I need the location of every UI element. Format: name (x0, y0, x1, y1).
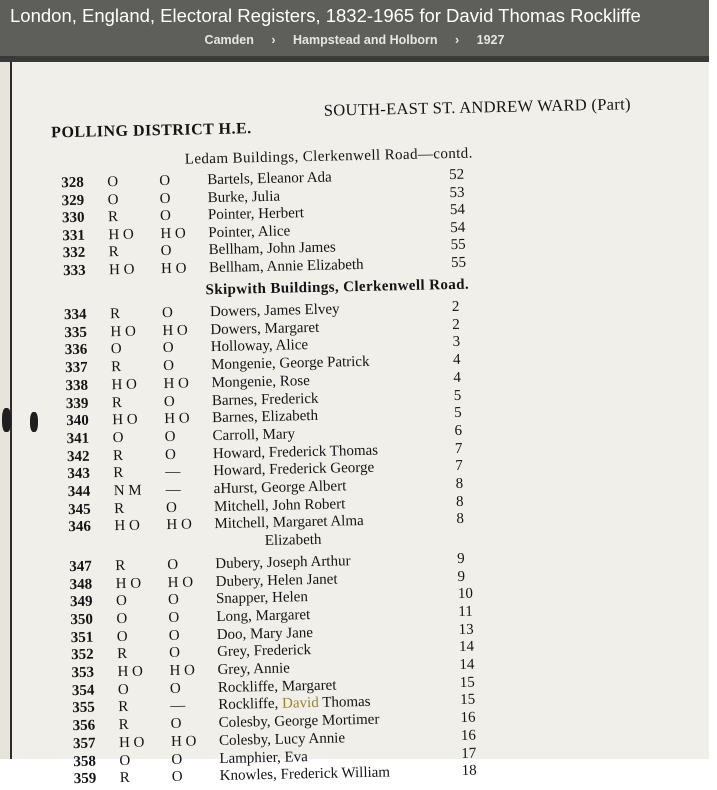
polling-district-heading: POLLING DISTRICT H.E. (51, 120, 252, 142)
chevron-right-icon: › (271, 33, 275, 47)
house-number: 52 (449, 167, 464, 184)
elector-number: 328 (61, 175, 91, 193)
qualification-code: O (159, 191, 170, 208)
elector-name: Mongenie, George Patrick (211, 354, 370, 374)
qualification-code: H O (164, 411, 190, 429)
house-number: 17 (461, 745, 476, 762)
house-number: 6 (454, 423, 462, 440)
house-number: 3 (453, 334, 461, 351)
elector-name: Holloway, Alice (211, 337, 309, 356)
elector-number: 357 (73, 735, 103, 753)
qualification-code: O (118, 682, 129, 699)
house-number: 55 (451, 255, 466, 272)
qualification-code: R (110, 306, 120, 323)
qualification-code: O (169, 627, 180, 644)
qualification-code: R (112, 394, 122, 411)
house-number: 16 (460, 710, 475, 727)
qualification-code: O (119, 752, 130, 769)
elector-number: 349 (70, 594, 100, 612)
qualification-code: H O (161, 261, 187, 279)
elector-name: Barnes, Elizabeth (212, 408, 318, 427)
qualification-code: O (163, 358, 174, 375)
house-number: 18 (462, 763, 477, 780)
qualification-code: H O (119, 734, 145, 752)
breadcrumb-1927[interactable]: 1927 (477, 33, 505, 47)
qualification-code: H O (163, 375, 189, 393)
elector-number: 342 (67, 448, 97, 466)
qualification-code: O (170, 681, 181, 698)
qualification-code: O (169, 645, 180, 662)
elector-number: 352 (71, 647, 101, 665)
search-highlight: David (282, 695, 319, 712)
elector-name: Doo, Mary Jane (217, 625, 314, 644)
house-number: 5 (454, 405, 462, 422)
house-number: 5 (454, 387, 462, 404)
elector-number: 344 (68, 484, 98, 502)
house-number: 4 (453, 370, 461, 387)
qualification-code: R (111, 359, 121, 376)
qualification-code: R (120, 770, 130, 787)
qualification-code: H O (167, 574, 193, 592)
elector-name: Bartels, Eleanor Ada (207, 170, 332, 190)
breadcrumb-hampstead-and-holborn[interactable]: Hampstead and Holborn (293, 33, 437, 47)
qualification-code: H O (166, 517, 192, 535)
qualification-code: O (168, 592, 179, 609)
qualification-code: H O (117, 664, 143, 682)
elector-number: 356 (72, 718, 102, 736)
ward-heading: SOUTH-EAST ST. ANDREW WARD (Part) (324, 94, 631, 120)
qualification-code: O (167, 557, 178, 574)
qualification-code: R (115, 558, 125, 575)
elector-number: 353 (71, 664, 101, 682)
qualification-code: R (117, 646, 127, 663)
qualification-code: H O (160, 225, 186, 243)
elector-number: 351 (71, 629, 101, 647)
house-number: 11 (458, 604, 473, 621)
qualification-code: N M (114, 483, 142, 501)
qualification-code: H O (162, 322, 188, 340)
elector-number: 335 (64, 324, 94, 342)
elector-number: 350 (70, 611, 100, 629)
house-number: 8 (456, 494, 464, 511)
qualification-code: H O (111, 376, 137, 394)
house-number: 13 (459, 621, 474, 638)
qualification-code: R (118, 717, 128, 734)
qualification-code: O (163, 340, 174, 357)
elector-number: 359 (74, 771, 104, 789)
elector-name: Carroll, Mary (212, 426, 295, 445)
elector-name: Mitchell, Margaret Alma (214, 513, 364, 533)
house-number: 15 (460, 692, 475, 709)
qualification-code: O (164, 393, 175, 410)
elector-number: 341 (66, 430, 96, 448)
elector-number: 358 (73, 753, 103, 771)
house-number: 55 (450, 237, 465, 254)
page-title: London, England, Electoral Registers, 1832-1965 for David Thomas Rockliffe (10, 5, 641, 27)
elector-number: 355 (72, 700, 102, 718)
elector-name: Mitchell, John Robert (214, 496, 346, 516)
elector-name: Howard, Frederick George (213, 460, 374, 480)
house-number: 8 (455, 476, 463, 493)
qualification-code: O (111, 341, 122, 358)
house-number: 10 (458, 586, 473, 603)
elector-number: 339 (66, 395, 96, 413)
elector-name: Dubery, Joseph Arthur (215, 553, 351, 573)
qualification-code: — (166, 482, 181, 499)
elector-number: 346 (68, 519, 98, 537)
qualification-code: O (159, 173, 170, 190)
elector-name: Dowers, James Elvey (210, 301, 340, 321)
elector-name: Lamphier, Eva (219, 749, 308, 768)
qualification-code: R (109, 244, 119, 261)
qualification-code: — (170, 698, 185, 715)
elector-name: Rockliffe, Margaret (218, 677, 337, 696)
house-number: 7 (455, 440, 463, 457)
elector-name: Grey, Annie (217, 661, 290, 680)
elector-name: Bellham, John James (209, 240, 336, 260)
elector-name-part: Rockliffe, (218, 696, 282, 713)
elector-name: aHurst, George Albert (214, 478, 347, 498)
elector-name-continuation: Elizabeth (265, 532, 322, 550)
qualification-code: O (117, 629, 128, 646)
qualification-code: O (112, 430, 123, 447)
elector-number: 329 (61, 192, 91, 210)
house-number: 9 (457, 551, 465, 568)
breadcrumb-camden[interactable]: Camden (205, 33, 254, 47)
house-number: 53 (449, 184, 464, 201)
elector-name (218, 694, 371, 714)
elector-number: 331 (62, 227, 92, 245)
house-number: 16 (461, 727, 476, 744)
qualification-code: O (164, 429, 175, 446)
elector-name: Long, Margaret (216, 607, 310, 626)
section-heading: Skipwith Buildings, Clerkenwell Road. (205, 277, 469, 300)
house-number: 7 (455, 458, 463, 475)
qualification-code: R (113, 465, 123, 482)
house-number: 54 (450, 220, 465, 237)
elector-number: 354 (72, 682, 102, 700)
header-bar (0, 0, 709, 56)
qualification-code: H O (108, 226, 134, 244)
qualification-code: H O (112, 412, 138, 430)
elector-number: 336 (65, 342, 95, 360)
elector-name: Snapper, Helen (216, 589, 308, 608)
chevron-right-icon: › (455, 33, 459, 47)
elector-name: Howard, Frederick Thomas (213, 442, 378, 462)
qualification-code: O (116, 593, 127, 610)
qualification-code: H O (115, 575, 141, 593)
qualification-code: O (107, 192, 118, 209)
elector-name: Barnes, Frederick (212, 390, 319, 409)
elector-name: Colesby, Lucy Annie (219, 730, 345, 750)
qualification-code: O (161, 243, 172, 260)
breadcrumb (0, 33, 709, 47)
elector-number: 348 (70, 576, 100, 594)
elector-number: 347 (69, 558, 99, 576)
qualification-code: O (172, 769, 183, 786)
register-page (0, 49, 716, 767)
elector-name: Dubery, Helen Janet (215, 571, 337, 591)
qualification-code: R (113, 448, 123, 465)
qualification-code: H O (110, 323, 136, 341)
qualification-code: O (166, 500, 177, 517)
qualification-code: H O (109, 262, 135, 280)
house-number: 4 (453, 352, 461, 369)
elector-number: 330 (62, 210, 92, 228)
elector-name: Pointer, Alice (208, 223, 290, 242)
elector-name: Knowles, Frederick William (220, 765, 391, 786)
elector-name: Colesby, George Mortimer (218, 712, 379, 732)
elector-number: 333 (63, 263, 93, 281)
qualification-code: O (165, 446, 176, 463)
section-heading: Ledam Buildings, Clerkenwell Road—contd. (185, 146, 473, 169)
elector-number: 337 (65, 360, 95, 378)
house-number: 14 (459, 639, 474, 656)
qualification-code: O (168, 610, 179, 627)
elector-number: 343 (67, 466, 97, 484)
elector-name: Pointer, Herbert (208, 205, 304, 224)
elector-name: Burke, Julia (207, 188, 280, 207)
elector-name: Grey, Frederick (217, 642, 311, 661)
qualification-code: O (162, 305, 173, 322)
qualification-code: O (171, 751, 182, 768)
elector-name-part: Thomas (319, 694, 371, 711)
elector-number: 345 (68, 501, 98, 519)
qualification-code: R (114, 501, 124, 518)
qualification-code: R (108, 209, 118, 226)
qualification-code: O (107, 174, 118, 191)
house-number: 2 (452, 299, 460, 316)
house-number: 54 (450, 202, 465, 219)
elector-number: 334 (64, 307, 94, 325)
house-number: 2 (452, 317, 460, 334)
elector-name: Bellham, Annie Elizabeth (209, 257, 364, 277)
qualification-code: — (165, 464, 180, 481)
qualification-code: H O (114, 518, 140, 536)
house-number: 9 (457, 568, 465, 585)
house-number: 15 (460, 674, 475, 691)
qualification-code: H O (171, 733, 197, 751)
elector-number: 340 (66, 413, 96, 431)
qualification-code: O (170, 716, 181, 733)
qualification-code: H O (169, 663, 195, 681)
elector-number: 332 (63, 245, 93, 263)
elector-number: 338 (65, 377, 95, 395)
elector-name: Dowers, Margaret (210, 320, 319, 339)
document-image-viewer[interactable] (0, 56, 709, 759)
qualification-code: O (160, 208, 171, 225)
elector-name: Mongenie, Rose (211, 373, 310, 392)
house-number: 14 (459, 657, 474, 674)
qualification-code: O (116, 611, 127, 628)
qualification-code: R (118, 699, 128, 716)
house-number: 8 (456, 511, 464, 528)
